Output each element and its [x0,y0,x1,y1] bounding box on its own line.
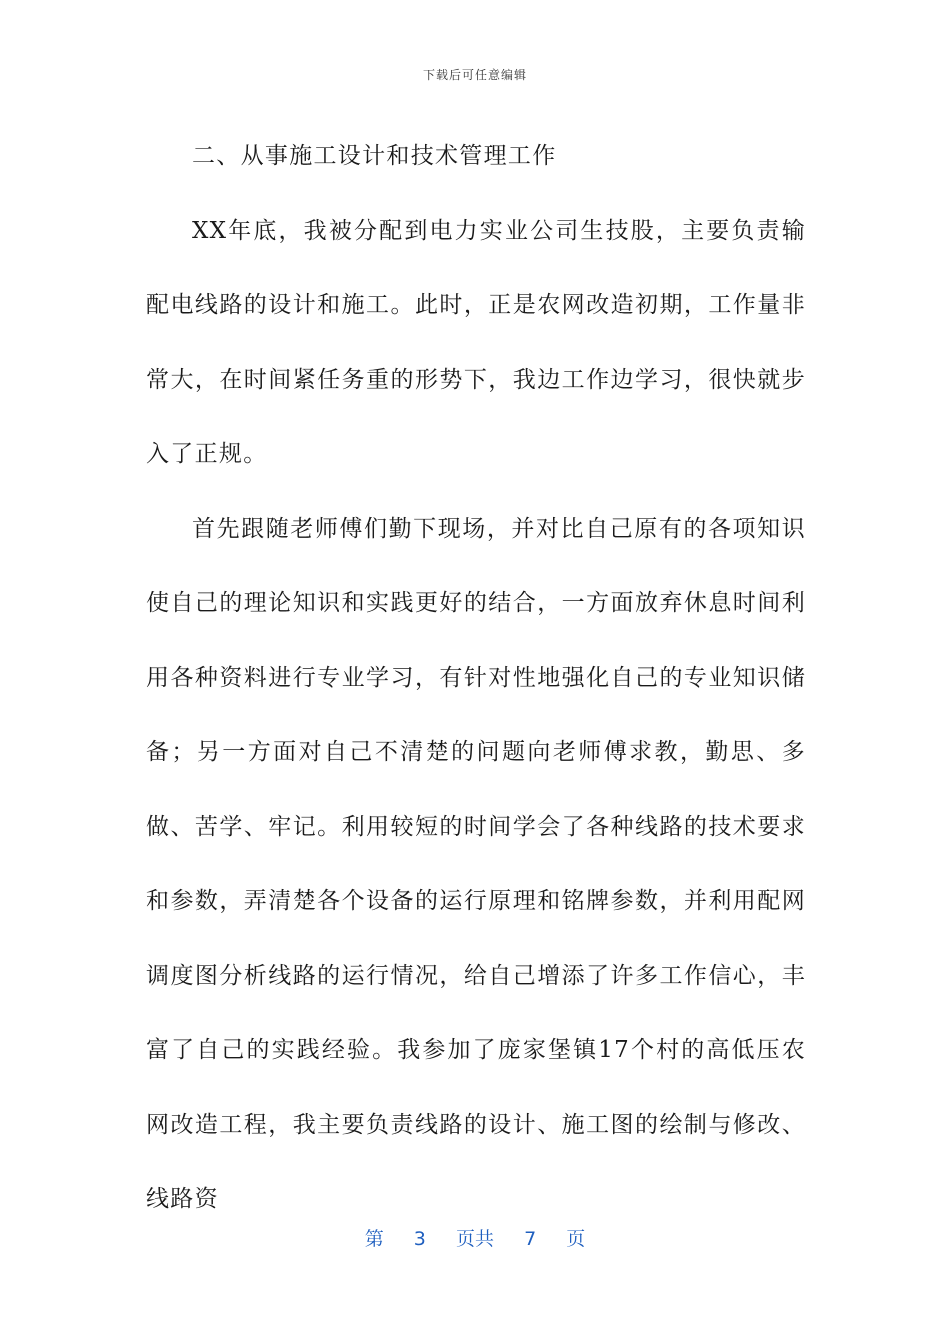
current-page-number: 3 [413,1228,426,1250]
paragraph: XX年底，我被分配到电力实业公司生技股，主要负责输配电线路的设计和施工。此时，正是农网改造初期，工作量非常大，在时间紧任务重的形势下，我边工作边学习，很快就步入了正规。 [146,217,806,467]
footer-prefix: 第 [364,1228,384,1250]
total-pages-number: 7 [524,1228,537,1250]
page-footer [0,1224,950,1251]
page-header: 下载后可任意编辑 [422,68,527,82]
footer-middle: 页共 [455,1228,494,1250]
document-body [146,119,806,1237]
footer-suffix: 页 [566,1228,586,1250]
section-heading: 二、从事施工设计和技术管理工作 [192,143,557,169]
paragraph: 首先跟随老师傅们勤下现场，并对比自己原有的各项知识使自己的理论知识和实践更好的结合，一方面放弃休息时间利用各种资料进行专业学习，有针对性地强化自己的专业知识储备；另一方面对自己不清楚的问题向老师傅求教，勤思、多做、苦学、牢记。利用较短的时间学会了各种线路的技术要求和参数，弄清楚各个设备的运行原理和铭牌参数，并利用配网调度图分析线路的运行情况，给自己增添了许多工作信心，丰富了自己的实践经验。我参加了庞家堡镇17个村的高低压农网改造工程，我主要负责线路的设计、施工图的绘制与修改、线路资 [146,515,806,1212]
